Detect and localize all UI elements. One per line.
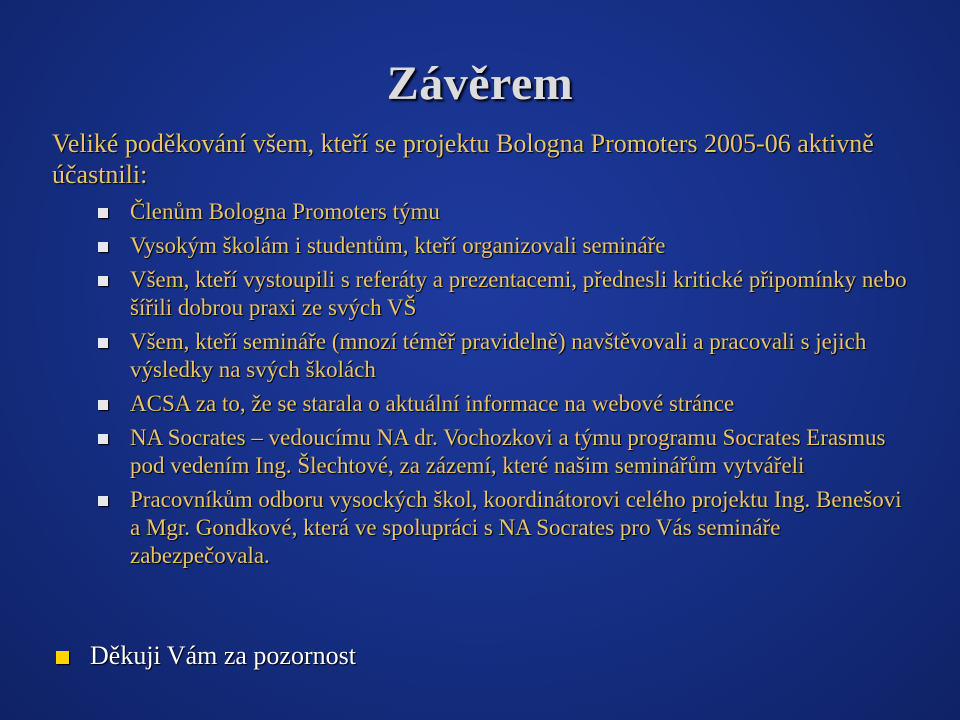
list-item — [92, 390, 912, 418]
list-item-text: Členům Bologna Promoters týmu — [130, 199, 440, 224]
list-item — [92, 486, 912, 570]
intro-text: Veliké poděkování všem, kteří se projektu Bologna Promoters 2005-06 aktivně účastnili: — [52, 129, 874, 189]
square-bullet-icon — [56, 651, 69, 664]
list-item — [92, 266, 912, 322]
list-item-text: ACSA za to, že se starala o aktuální informace na webové stránce — [130, 391, 735, 416]
square-bullet-icon — [98, 208, 108, 218]
list-item-text: Pracovníkům odboru vysockých škol, koordinátorovi celého projektu Ing. Benešovi a Mgr. Gondkové, která ve spolupráci s NA Socrates pro Vás semináře zabezpečovala. — [130, 487, 902, 568]
square-bullet-icon — [98, 434, 108, 444]
list-item — [92, 424, 912, 480]
list-item — [92, 232, 912, 260]
square-bullet-icon — [98, 276, 108, 286]
square-bullet-icon — [98, 242, 108, 252]
square-bullet-icon — [98, 338, 108, 348]
list-item — [92, 328, 912, 384]
closing-text: Děkuji Vám za pozornost — [90, 641, 356, 670]
square-bullet-icon — [98, 496, 108, 506]
slide-title: Závěrem — [386, 57, 574, 110]
list-item-text: Vysokým školám i studentům, kteří organizovali semináře — [130, 233, 666, 258]
square-bullet-icon — [98, 400, 108, 410]
list-item-text: Všem, kteří vystoupili s referáty a prezentacemi, přednesli kritické připomínky nebo šířili dobrou praxi ze svých VŠ — [130, 267, 907, 320]
list-item-text: Všem, kteří semináře (mnozí téměř pravidelně) navštěvovali a pracovali s jejich výsledky na svých školách — [130, 329, 867, 382]
thanks-list — [92, 198, 912, 576]
list-item-text: NA Socrates – vedoucímu NA dr. Vochozkovi a týmu programu Socrates Erasmus pod vedením Ing. Šlechtové, za zázemí, které našim seminářům vytvářeli — [130, 425, 886, 478]
closing-line — [52, 640, 356, 671]
list-item — [92, 198, 912, 226]
